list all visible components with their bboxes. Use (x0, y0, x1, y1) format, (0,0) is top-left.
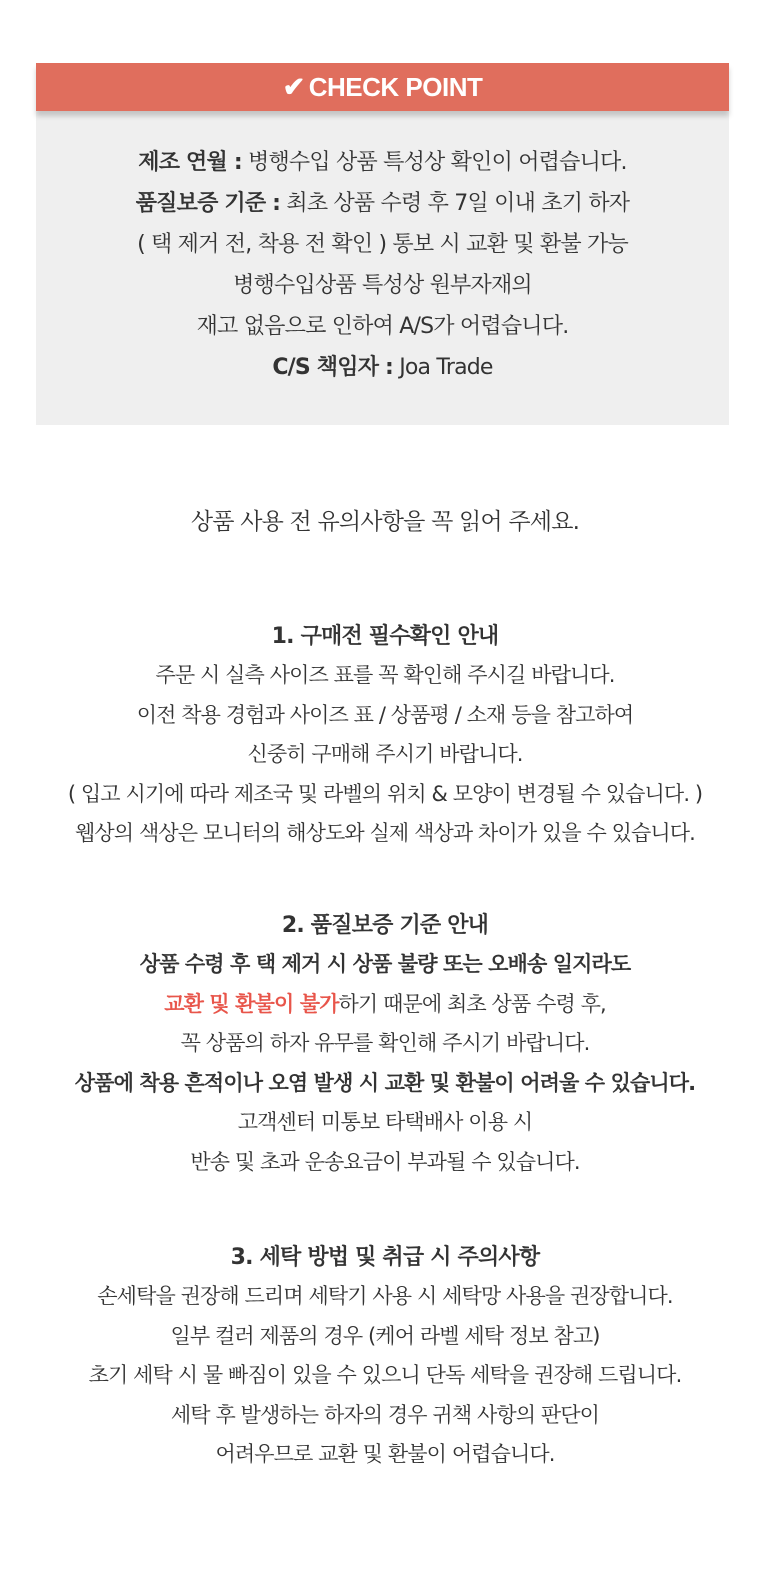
check-point-box (36, 63, 729, 425)
check-point-row: C/S 책임자 : Joa Trade (272, 355, 493, 380)
check-point-row: ( 택 제거 전, 착용 전 확인 ) 통보 시 교환 및 환불 가능 (137, 232, 628, 257)
section-line: 신중히 구매해 주시기 바랍니다. (247, 742, 523, 766)
section-line: 어려우므로 교환 및 환불이 어렵습니다. (215, 1442, 555, 1466)
check-point-row: 품질보증 기준 : 최초 상품 수령 후 7일 이내 초기 하자 (135, 191, 630, 216)
section-line: 일부 컬러 제품의 경우 (케어 라벨 세탁 정보 참고) (170, 1323, 600, 1348)
section-title: 1. 구매전 필수확인 안내 (271, 624, 499, 649)
section-quality-guarantee (0, 906, 770, 1182)
check-point-row: 제조 연월 : 병행수입 상품 특성상 확인이 어렵습니다. (138, 150, 627, 175)
section-line: 세탁 후 발생하는 하자의 경우 귀책 사항의 판단이 (170, 1402, 600, 1427)
checkmark-icon: ✔ (282, 72, 305, 102)
check-point-row: 병행수입상품 특성상 원부자재의 (233, 273, 532, 298)
section-line: 이전 착용 경험과 사이즈 표 / 상품평 / 소재 등을 참고하여 (136, 702, 634, 727)
section-line: 웹상의 색상은 모니터의 해상도와 실제 색상과 차이가 있을 수 있습니다. (75, 821, 695, 845)
check-point-row: 재고 없음으로 인하여 A/S가 어렵습니다. (196, 314, 569, 339)
section-title: 2. 품질보증 기준 안내 (281, 913, 489, 938)
section-line: 초기 세탁 시 물 빠짐이 있을 수 있으니 단독 세탁을 권장해 드립니다. (88, 1363, 682, 1387)
section-title: 3. 세탁 방법 및 취급 시 주의사항 (230, 1245, 540, 1270)
section-line: 손세탁을 권장해 드리며 세탁기 사용 시 세탁망 사용을 권장합니다. (97, 1284, 673, 1308)
check-point-header (36, 63, 729, 111)
section-line: ( 입고 시기에 따라 제조국 및 라벨의 위치 & 모양이 변경될 수 있습니다. ) (67, 781, 703, 806)
section-line-emphasis: 상품 수령 후 택 제거 시 상품 불량 또는 오배송 일지라도 (139, 952, 631, 976)
check-point-body (36, 111, 729, 425)
section-line: 고객센터 미통보 타택배사 이용 시 (237, 1110, 533, 1134)
section-washing-care (0, 1238, 770, 1475)
check-point-title: CHECK POINT (308, 72, 483, 102)
section-line: 교환 및 환불이 불가하기 때문에 최초 상품 수령 후, (164, 991, 606, 1016)
section-line: 주문 시 실측 사이즈 표를 꼭 확인해 주시길 바랍니다. (155, 663, 615, 687)
read-notice: 상품 사용 전 유의사항을 꼭 읽어 주세요. (190, 509, 580, 535)
section-purchase-check (0, 617, 770, 854)
section-line: 꼭 상품의 하자 유무를 확인해 주시기 바랍니다. (180, 1031, 590, 1055)
section-line-emphasis: 상품에 착용 흔적이나 오염 발생 시 교환 및 환불이 어려울 수 있습니다. (74, 1070, 696, 1095)
section-line: 반송 및 초과 운송요금이 부과될 수 있습니다. (190, 1149, 580, 1174)
